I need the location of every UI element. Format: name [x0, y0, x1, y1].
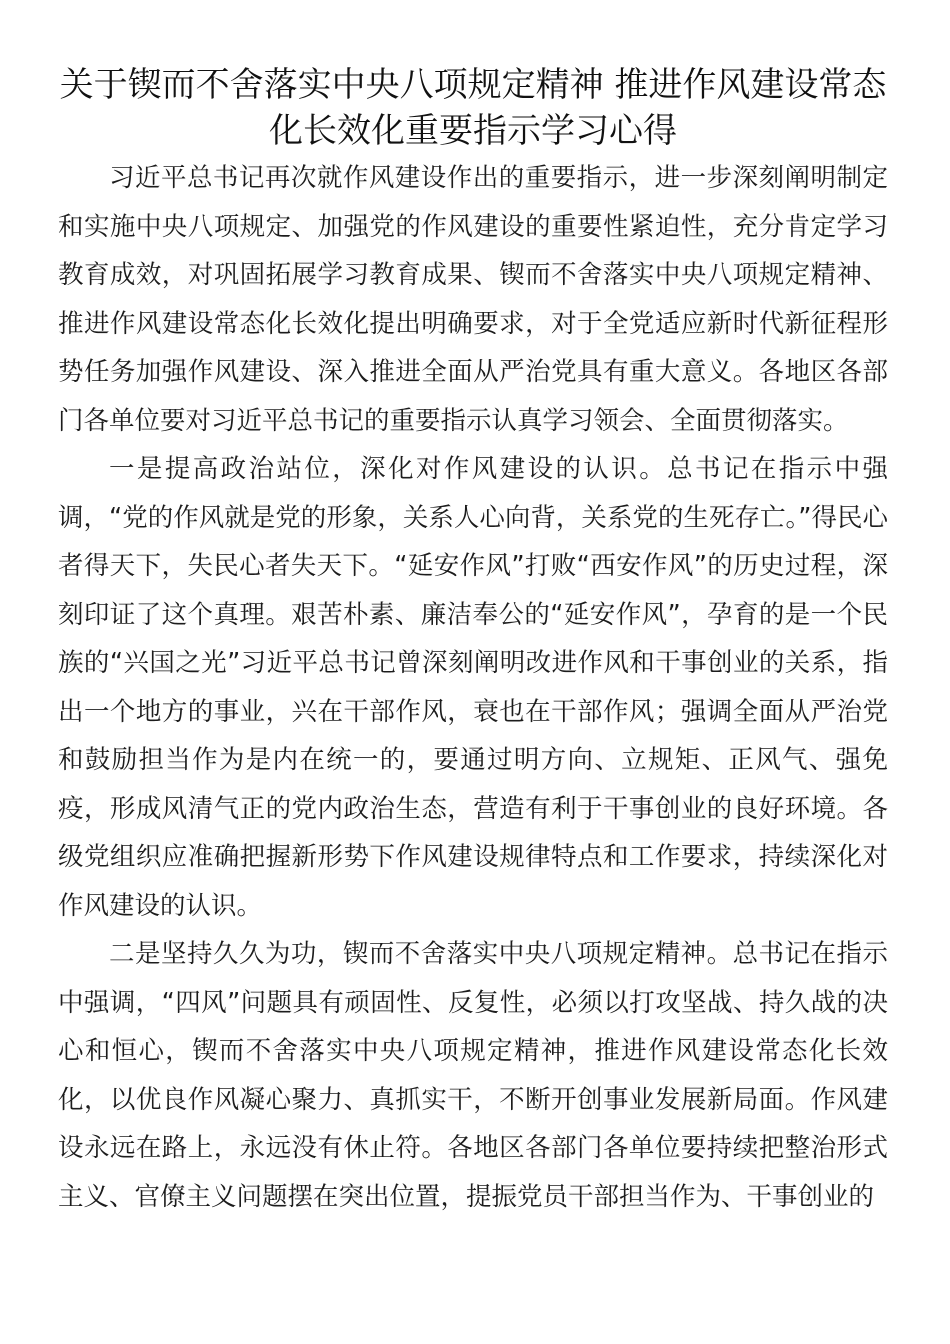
document-page — [58, 62, 888, 1221]
paragraph-point-one: 一是提高政治站位，深化对作风建设的认识。总书记在指示中强调，“党的作风就是党的形象，关系人心向背，关系党的生死存亡。”得民心者得天下，失民心者失天下。“延安作风”打败“西安作风”的历史过程，深刻印证了这个真理。艰苦朴素、廉洁奉公的“延安作风”，孕育的是一个民族的“兴国之光”习近平总书记曾深刻阐明改进作风和干事创业的关系，指出一个地方的事业，兴在干部作风，衰也在干部作风；强调全面从严治党和鼓励担当作为是内在统一的，要通过明方向、立规矩、正风气、强免疫，形成风清气正的党内政治生态，营造有利于干事创业的良好环境。各级党组织应准确把握新形势下作风建设规律特点和工作要求，持续深化对作风建设的认识。 — [58, 454, 888, 921]
paragraph-intro: 习近平总书记再次就作风建设作出的重要指示，进一步深刻阐明制定和实施中央八项规定、加强党的作风建设的重要性紧迫性，充分肯定学习教育成效，对巩固拓展学习教育成果、锲而不舍落实中央八项规定精神、推进作风建设常态化长效化提出明确要求，对于全党适应新时代新征程形势任务加强作风建设、深入推进全面从严治党具有重大意义。各地区各部门各单位要对习近平总书记的重要指示认真学习领会、全面贯彻落实。 — [58, 163, 888, 436]
document-title: 关于锲而不舍落实中央八项规定精神 推进作风建设常态化长效化重要指示学习心得 — [59, 65, 887, 151]
paragraph-point-two: 二是坚持久久为功，锲而不舍落实中央八项规定精神。总书记在指示中强调，“四风”问题具有顽固性、反复性，必须以打攻坚战、持久战的决心和恒心，锲而不舍落实中央八项规定精神，推进作风建设常态化长效化，以优良作风凝心聚力、真抓实干，不断开创事业发展新局面。作风建设永远在路上，永远没有休止符。各地区各部门各单位要持续把整治形式主义、官僚主义问题摆在突出位置，提振党员干部担当作为、干事创业的 — [58, 939, 888, 1212]
